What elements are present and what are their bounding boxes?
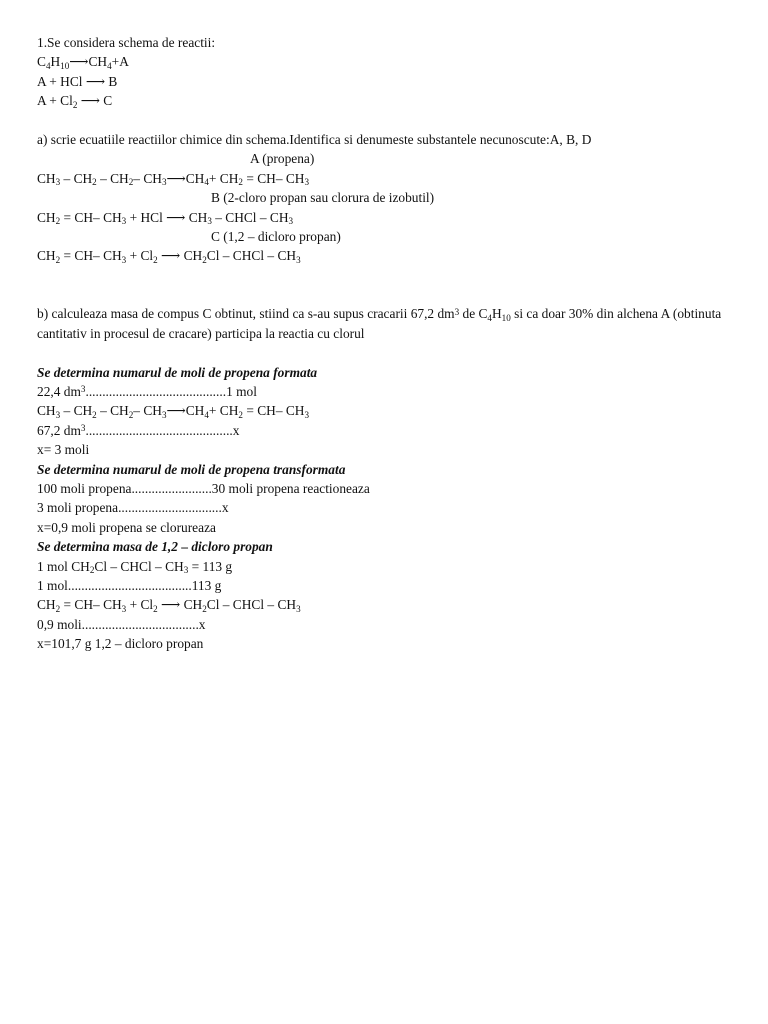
text-line: C (1,2 – dicloro propan): [211, 228, 341, 244]
text-line: 0,9 moli...................................x: [37, 616, 206, 632]
document-page: [37, 33, 737, 654]
text-line: x=101,7 g 1,2 – dicloro propan: [37, 636, 204, 652]
text-line: $CH_3 - CH_2 - CH_2-$ $CH_3⟶CH_4+ CH_2 = CH-$ $CH_3$: [37, 403, 310, 421]
section-heading: Se determina masa de 1,2 – dicloro propan: [37, 539, 273, 555]
text-line: 100 moli propena........................30 moli propena reactioneaza: [37, 481, 370, 497]
blank-line: [37, 266, 737, 305]
blank-line: [37, 111, 737, 130]
text-line: A (propena): [250, 151, 315, 167]
text-line: 67,2 $dm^3............................................x$: [37, 422, 240, 438]
text-line: 1.Se considera schema de reactii:: [37, 35, 216, 50]
section-heading: Se determina numarul de moli de propena transformata: [37, 461, 346, 477]
text-line: $C_4H_{10}⟶CH_4+A$: [37, 54, 129, 71]
text-line: A + HCl ⟶ B: [37, 73, 118, 89]
text-line: $CH_2 = CH-$ $CH_3 + Cl_2$ ⟶ $CH_2Cl$ – CHCl – $CH_3$: [37, 597, 301, 614]
text-line: x=0,9 moli propena se clorureaza: [37, 519, 216, 535]
text-line: 22,4 $dm^3..........................................1$ mol: [37, 384, 257, 400]
text-line: $CH_2 = CH-$ $CH_3 + Cl_2$ ⟶ $CH_2Cl$ – CHCl – $CH_3$: [37, 248, 301, 265]
text-line: $A + Cl_2$ ⟶ C: [37, 93, 113, 110]
text-line: $CH_3 - CH_2 - CH_2-$ $CH_3⟶CH_4+ CH_2 = CH-$ $CH_3$: [37, 170, 310, 188]
text-line: $CH_2 = CH-$ $CH_3$ + HCl ⟶ $CH_3$ – CHCl – $CH_3$: [37, 209, 294, 227]
blank-line: [37, 343, 737, 362]
text-line: B (2-cloro propan sau clorura de izobutil): [211, 190, 435, 206]
section-heading: Se determina numarul de moli de propena formata: [37, 364, 318, 380]
text-line: a) scrie ecuatiile reactiilor chimice din schema.Identifica si denumeste substantele necunoscute:A, B, D: [37, 131, 592, 147]
text-line: b) calculeaza masa de compus C obtinut, stiind ca s-au supus cracarii 67,2 $dm^3$ de $C_4H_{10}$ si ca doar 30% din alchena A (obtinuta cantitativ in procesul de cracare) participa la reactia cu clorul: [37, 306, 722, 341]
text-line: 1 mol.....................................113 g: [37, 577, 222, 593]
text-line: 3 moli propena...............................x: [37, 500, 229, 516]
text-line: 1 mol $CH_2Cl$ – CHCl – $CH_3 = 113$ g: [37, 558, 233, 576]
text-line: x= 3 moli: [37, 442, 90, 458]
